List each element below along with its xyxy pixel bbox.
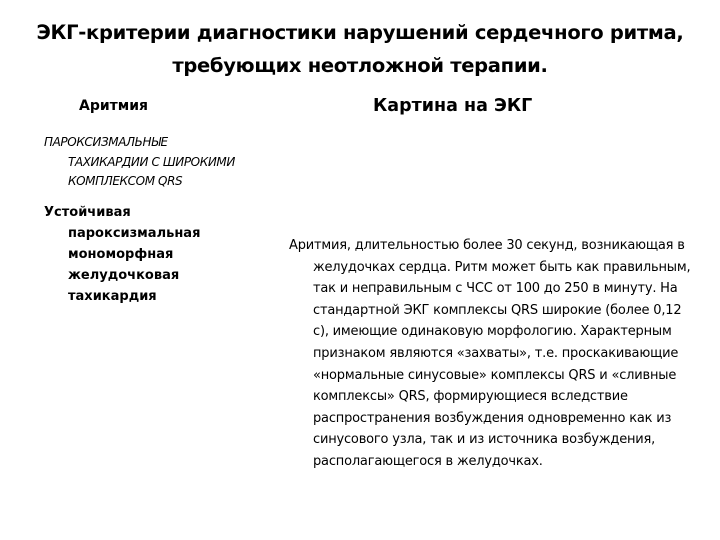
column-header-arrhythmia: Аритмия — [79, 98, 149, 114]
arrhythmia-column — [44, 133, 244, 307]
column-header-ecg-picture: Картина на ЭКГ — [373, 96, 533, 116]
slide-title: ЭКГ-критерии диагностики нарушений сердечного ритма, требующих неотложной терапии. — [36, 21, 684, 77]
ecg-description: Аритмия, длительностью более 30 секунд, возникающая в желудочках сердца. Ритм может быть как правильным, так и неправильным с ЧСС от 100 до 250 в минуту. На стандартной ЭКГ комплексы QRS широкие (более 0,12 с), имеющие одинаковую морфологию. Характерным признаком являются «захваты», т.е. проскакивающие «нормальные синусовые» комплексы QRS и «сливные комплексы» QRS, формирующиеся вследствие распространения возбуждения одновременно как из синусового узла, так и из источника возбуждения, располагающегося в желудочках. — [289, 238, 691, 469]
arrhythmia-name: Устойчивая пароксизмальная мономорфная желудочковая тахикардия — [44, 204, 201, 304]
arrhythmia-category: ПАРОКСИЗМАЛЬНЫЕ ТАХИКАРДИИ С ШИРОКИМИ КОМПЛЕКСОМ QRS — [44, 135, 235, 188]
